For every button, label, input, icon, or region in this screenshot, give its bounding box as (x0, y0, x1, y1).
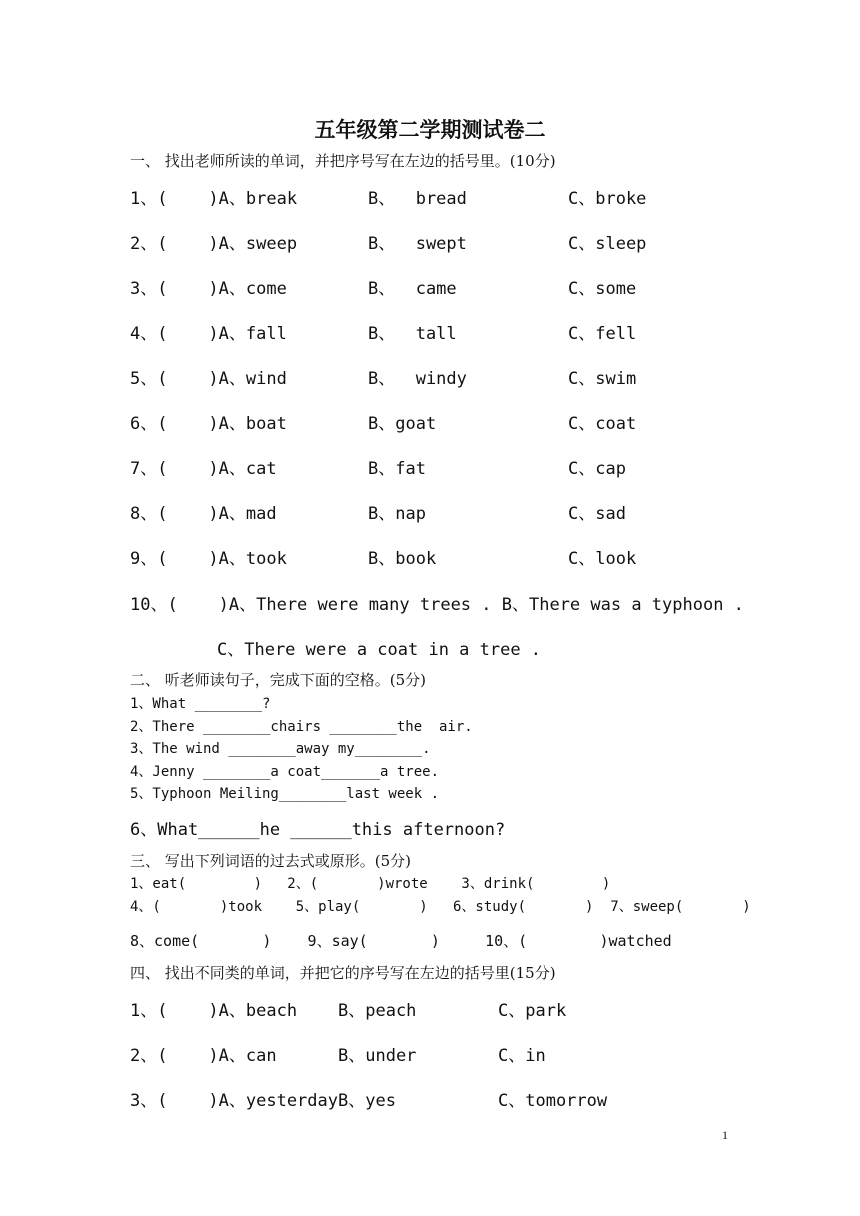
option-b: B、 came (368, 279, 457, 299)
option-c: C、park (498, 1001, 567, 1021)
word-form-line: 8、come( ) 9、say( ) 10、( )watched (130, 932, 672, 950)
option-a: 3、( )A、yesterday (130, 1091, 338, 1111)
option-a: 7、( )A、cat (130, 459, 277, 479)
option-c: C、sad (568, 504, 626, 524)
option-c: C、fell (568, 324, 637, 344)
question-row (130, 454, 750, 478)
option-a: 2、( )A、sweep (130, 234, 298, 254)
option-b: B、under (338, 1046, 417, 1066)
option-b: B、yes (338, 1091, 396, 1111)
option-a: 8、( )A、mad (130, 504, 277, 524)
option-c: C、cap (568, 459, 626, 479)
question-row (130, 364, 750, 388)
option-c: C、tomorrow (498, 1091, 608, 1111)
section-3-heading: 三、 写出下列词语的过去式或原形。(5分) (130, 852, 412, 870)
option-b: B、 windy (368, 369, 467, 389)
option-b: B、book (368, 549, 437, 569)
option-c: C、in (498, 1046, 546, 1066)
option-b: B、nap (368, 504, 426, 524)
option-b: B、goat (368, 414, 437, 434)
question-row (130, 409, 750, 433)
option-c: C、look (568, 549, 637, 569)
option-c: C、coat (568, 414, 637, 434)
question-row (130, 319, 750, 343)
option-b: B、 tall (368, 324, 457, 344)
fill-blank-line: 3、The wind ________away my________. (130, 741, 431, 757)
fill-blank-line: 1、What ________? (130, 696, 271, 712)
word-form-line: 1、eat( ) 2、( )wrote 3、drink( ) (130, 876, 611, 892)
option-a: 9、( )A、took (130, 549, 287, 569)
option-b: B、 swept (368, 234, 467, 254)
question-row (130, 996, 750, 1020)
section-2-heading: 二、 听老师读句子，完成下面的空格。(5分) (130, 671, 427, 689)
option-a: 4、( )A、fall (130, 324, 287, 344)
option-c: C、swim (568, 369, 637, 389)
option-a: 1、( )A、break (130, 189, 298, 209)
question-row (130, 184, 750, 208)
word-form-line: 4、( )took 5、play( ) 6、study( ) 7、sweep( ) (130, 899, 751, 915)
question-10-line-1: 10、( )A、There were many trees . B、There was a typhoon . (130, 595, 744, 615)
page-number: 1 (722, 1128, 728, 1142)
question-row (130, 229, 750, 253)
option-b: B、fat (368, 459, 426, 479)
option-a: 6、( )A、boat (130, 414, 287, 434)
question-row (130, 499, 750, 523)
option-c: C、sleep (568, 234, 647, 254)
section-1-heading: 一、 找出老师所读的单词，并把序号写在左边的括号里。(10分) (130, 152, 556, 170)
option-c: C、some (568, 279, 637, 299)
option-a: 3、( )A、come (130, 279, 287, 299)
question-row (130, 1086, 750, 1110)
option-a: 5、( )A、wind (130, 369, 287, 389)
fill-blank-line: 2、There ________chairs ________the air. (130, 719, 473, 735)
question-row (130, 1041, 750, 1065)
option-a: 1、( )A、beach (130, 1001, 298, 1021)
page-title: 五年级第二学期测试卷二 (314, 117, 546, 142)
fill-blank-line: 4、Jenny ________a coat_______a tree. (130, 764, 440, 780)
question-row (130, 544, 750, 568)
option-a: 2、( )A、can (130, 1046, 277, 1066)
fill-blank-line: 5、Typhoon Meiling________last week . (130, 786, 440, 802)
option-b: B、peach (338, 1001, 417, 1021)
option-c: C、broke (568, 189, 647, 209)
question-10-line-2: C、There were a coat in a tree . (217, 640, 542, 660)
question-row (130, 274, 750, 298)
fill-blank-line: 6、What______he ______this afternoon? (130, 820, 506, 840)
option-b: B、 bread (368, 189, 467, 209)
section-4-heading: 四、 找出不同类的单词，并把它的序号写在左边的括号里(15分) (130, 964, 556, 982)
